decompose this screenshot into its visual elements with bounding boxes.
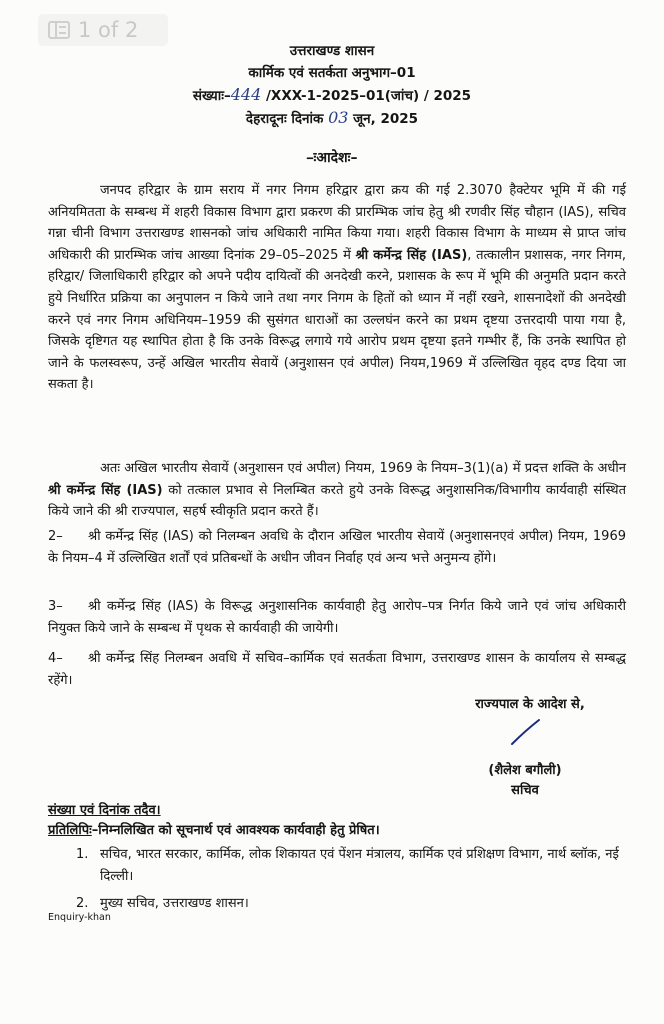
paragraph-number: 3– [48, 599, 63, 614]
signature-mark [508, 718, 542, 746]
document-header [0, 40, 664, 130]
handwritten-number: 444 [230, 85, 262, 104]
paragraph-number: 4– [48, 651, 63, 666]
paragraph-1: जनपद हरिद्वार के ग्राम सराय में नगर निगम हरिद्वार द्वारा क्रय की गई 2.3070 हैक्टेयर भूमि में की गई अनियमितता के सम्बन्ध में शहरी विकास विभाग द्वारा प्रकरण की प्रारम्भिक जांच हेतु श्री रणवीर सिंह चौहान (IAS), सचिव गन्ना चीनी विभाग उत्तराखण्ड शासनको जांच अधिकारी नामित किया गया। शहरी विकास विभाग के माध्यम से प्राप्त जांच अधिकारी की प्रारम्भिक जांच आख्या दिनांक 29–05–2025 में श्री कर्मेन्द्र सिंह (IAS), तत्कालीन प्रशासक, नगर निगम, हरिद्वार/ जिलाधिकारी हरिद्वार को अपने पदीय दायित्वों की अनदेखी करने, प्रशासक के रूप में भूमि की अनुमति प्रदान करते हुये निर्धारित प्रक्रिया का अनुपालन न किये जाने तथा नगर निगम के हितों को ध्यान में नहीं रखने, शासनादेशों की अनदेखी करने एवं नगर निगम अधिनियम–1959 की सुसंगत धाराओं का उल्लघंन करने का प्रथम दृष्टया उत्तरदायी पाया गया है, जिसके दृष्टिगत यह स्थापित होता है कि उनके विरूद्ध लगाये गये आरोप प्रथम दृष्टया इतने गम्भीर हैं, कि उनके स्थापित हो जाने के फलस्वरूप, उन्हें अखिल भारतीय सेवायें (अनुशासन एवं अपील) नियम,1969 में उल्लिखित वृहद दण्ड दिया जा सकता है। [48, 183, 627, 393]
paragraph-number: 2– [48, 529, 63, 544]
copy-to-list [76, 844, 636, 915]
paragraph-2: अतः अखिल भारतीय सेवायें (अनुशासन एवं अपील) नियम, 1969 के नियम–3(1)(a) में प्रदत्त शक्ति के अधीन श्री कर्मेन्द्र सिंह (IAS) को तत्काल प्रभाव से निलम्बित करते हुये उनके विरूद्ध अनुशासनिक/विभागीय कार्यवाही संस्थित किये जाने की श्री राज्यपाल, सहर्ष स्वीकृति प्रदान करते हैं। [48, 461, 626, 520]
page-indicator-label: 1 of 2 [78, 18, 139, 42]
list-item: 1. सचिव, भारत सरकार, कार्मिक, लोक शिकायत एवं पेंशन मंत्रालय, कार्मिक एवं प्रशिक्षण विभाग, नार्थ ब्लॉक, नई दिल्ली। [76, 847, 619, 884]
paragraph-4: 3– श्री कर्मेन्द्र सिंह (IAS) के विरूद्ध अनुशासनिक कार्यवाही हेतु आरोप–पत्र निर्गत किये जाने एवं जांच अधिकारी नियुक्त किये जाने के सम्बन्ध में पृथक से कार्यवाही की जायेगी। [48, 596, 626, 639]
reference-number: संख्याः–444 /XXX-1-2025–01(जांच) / 2025 [192, 85, 472, 104]
pages-icon [48, 21, 70, 39]
footer-ref-line: संख्या एवं दिनांक तदैव। [48, 803, 161, 818]
section-name: कार्मिक एवं सतर्कता अनुभाग–01 [248, 65, 416, 81]
signatory-name: (शैलेश बगौली) [488, 763, 562, 778]
paragraph-3: 2– श्री कर्मेन्द्र सिंह (IAS) को निलम्बन अवधि के दौरान अखिल भारतीय सेवायें (अनुशासनएवं अपील) नियम, 1969 के नियम–4 में उल्लिखित शर्तों एवं प्रतिबन्धों के अधीन जीवन निर्वाह एवं अन्य भत्ते अनुमन्य होंगे। [48, 526, 626, 569]
officer-name: श्री कर्मेन्द्र सिंह (IAS) [48, 482, 163, 498]
handwritten-day: 03 [328, 108, 349, 127]
govt-name: उत्तराखण्ड शासन [289, 43, 375, 59]
order-by-line: राज्यपाल के आदेश से, [475, 697, 585, 712]
officer-name: श्री कर्मेन्द्र सिंह (IAS) [355, 247, 468, 263]
document-date: देहरादूनः दिनांक 03 जून, 2025 [245, 108, 419, 127]
footer-ref [48, 800, 161, 822]
list-item: 2. मुख्य सचिव, उत्तराखण्ड शासन। [76, 896, 249, 912]
order-title: –ःआदेशः– [306, 150, 358, 166]
copy-to-line: प्रतिलिपिः–निम्नलिखित को सूचनार्थ एवं आवश्यक कार्यवाही हेतु प्रेषित। [48, 823, 380, 838]
paragraph-5: 4– श्री कर्मेन्द्र सिंह निलम्बन अवधि में सचिव–कार्मिक एवं सतर्कता विभाग, उत्तराखण्ड शासन के कार्यालय से सम्बद्ध रहेंगे। [48, 648, 626, 691]
copy-label: प्रतिलिपिः [48, 823, 92, 838]
enquiry-note: Enquiry-khan [48, 912, 111, 923]
signatory-designation: सचिव [511, 783, 539, 798]
